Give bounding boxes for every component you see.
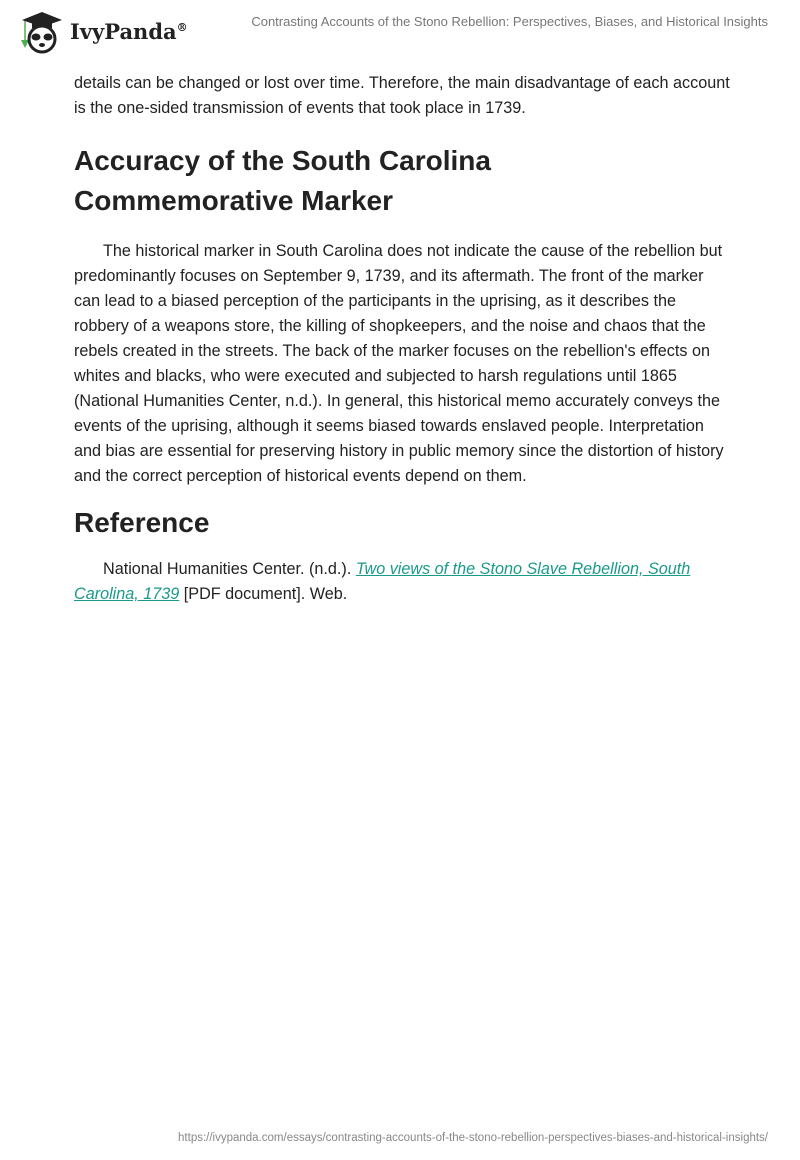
- document-title: Contrasting Accounts of the Stono Rebellion: Perspectives, Biases, and Historical Insights: [251, 14, 768, 29]
- reference-suffix: [PDF document]. Web.: [179, 585, 348, 603]
- footer-url[interactable]: https://ivypanda.com/essays/contrasting-accounts-of-the-stono-rebellion-perspectives-biases-and-historical-insights/: [178, 1132, 768, 1144]
- section-heading-accuracy: Accuracy of the South Carolina Commemorative Marker: [74, 145, 491, 216]
- accuracy-paragraph: The historical marker in South Carolina does not indicate the cause of the rebellion but predominantly focuses on September 9, 1739, and its aftermath. The front of the marker can lead to a biased perception of the participants in the uprising, as it describes the robbery of a weapons store, the killing of shopkeepers, and the noise and chaos that the rebels created in the streets. The back of the marker focuses on the rebellion's effects on whites and blacks, who were executed and subjected to harsh regulations until 1865 (National Humanities Center, n.d.). In general, this historical memo accurately conveys the events of the uprising, although it seems biased towards enslaved people. Interpretation and bias are essential for preserving history in public memory since the distortion of history and the correct perception of historical events depend on them.: [74, 242, 724, 485]
- brand-text: IvyPanda: [70, 18, 177, 44]
- reference-link[interactable]: Two views of the Stono Slave Rebellion, South Carolina, 1739: [74, 560, 691, 603]
- registered-mark: ®: [176, 20, 188, 34]
- brand-name: [70, 19, 188, 44]
- ivypanda-logo[interactable]: [18, 8, 188, 54]
- intro-paragraph: details can be changed or lost over time. Therefore, the main disadvantage of each account is the one-sided transmission of events that took place in 1739.: [74, 74, 730, 117]
- reference-author: National Humanities Center. (n.d.).: [103, 560, 356, 578]
- reference-entry: [74, 557, 730, 607]
- panda-graduate-icon: [18, 8, 64, 54]
- reference-heading: Reference: [74, 507, 210, 538]
- essay-content: [74, 71, 730, 607]
